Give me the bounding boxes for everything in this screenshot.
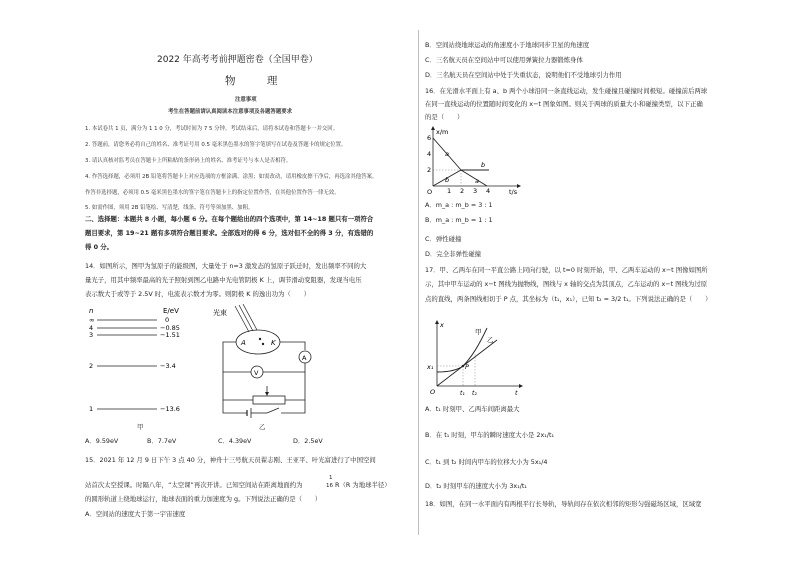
- q15-text: 的圆形轨道上绕地球运行，地球表面的重力加速度为 g。下列说法正确的是（ ）: [85, 495, 322, 503]
- q16-option-a: A．m_a : m_b = 3 : 1: [425, 201, 493, 209]
- n-axis-label: n: [89, 307, 94, 315]
- level-e-4: −0.85: [160, 324, 180, 332]
- notice-line: 3. 请认真核对监考员在答题卡上所粘贴的条形码上的姓名、准考证号与本人是否相符。: [85, 158, 292, 164]
- q17-jia-label: 甲: [475, 328, 482, 336]
- q16-text: 的是（ ）: [425, 113, 464, 121]
- paper-title: 2022 年高考考前押题密卷（全国甲卷）: [157, 55, 318, 65]
- section-heading: 二、选择题：本题共 8 小题，每小题 6 分。在每个题给出的四个选项中，第 14~18 题只有一项符合: [85, 215, 374, 223]
- q17-xt-graph: [425, 318, 525, 398]
- q14-option-a: A．9.59eV: [85, 437, 119, 445]
- q14-text: 量光子，用其中频率最高的光子照射到图乙电路中光电管阴极 K 上，调节滑动变阻器，发现当电压: [85, 276, 362, 284]
- q17-option-c: C．t₁ 到 t₂ 时间内甲车的位移大小为 5x₁/4: [425, 458, 548, 466]
- q15-fraction-num: 1: [329, 475, 333, 481]
- q17-x-label: t: [515, 389, 518, 397]
- voltmeter-label: V: [254, 369, 259, 377]
- q17-text: 示，其中甲车运动的 x−t 图线为抛物线，图线与 x 轴的交点为其顶点，乙车运动的 x−t 图线为过原: [425, 280, 708, 288]
- q17-text: 17．甲、乙两车在同一平直公路上同向行驶，以 t=0 时刻开始，甲、乙两车运动的 x−t 图像如图所: [425, 266, 708, 274]
- cathode-label: K: [271, 339, 276, 347]
- q16-curve-label: b: [445, 176, 450, 184]
- q17-option-a: A．t₁ 时刻甲、乙两车间距离最大: [425, 405, 520, 413]
- diagram-caption-yi: 乙: [259, 423, 266, 431]
- level-n-2: 2: [89, 362, 94, 370]
- q17-t2-label: t₂: [472, 390, 477, 397]
- q16-x-label: t/s: [509, 188, 518, 196]
- photoelectric-circuit: [205, 302, 330, 420]
- q16-xt-graph: [425, 126, 525, 196]
- q15-text: 15．2021 年 12 月 9 日下午 3 点 40 分，神舟十三号航天员翟志刚、王亚平、叶光富进行了中国空间: [85, 456, 376, 464]
- q16-y-tick: 6: [427, 134, 432, 142]
- q14-option-d: D．2.5eV: [293, 437, 323, 445]
- notice-bold-line: 考生在答题前请认真阅读本注意事项及各题答题要求: [168, 109, 292, 115]
- q18-text: 18．如图，在同一水平面内有两根平行长导轨，导轨间存在依次相邻的矩形匀强磁场区域，区域宽: [425, 500, 702, 508]
- q15-fraction-den: 16: [326, 483, 333, 489]
- anode-label: A: [241, 339, 246, 347]
- q16-y-tick: 4: [427, 150, 432, 158]
- q14-text: 表示数大于或等于 2.5V 时，电流表示数才为零。则阴极 K 的逸出功为（ ）: [85, 290, 310, 298]
- q17-option-d: D．t₂ 时刻甲车的速度大小为 3x₁/t₁: [425, 482, 527, 490]
- q17-point-label: P: [465, 363, 469, 371]
- q15-option-c: C．三名航天员在空间站中可以使用弹簧拉力器锻炼身体: [425, 56, 583, 64]
- q16-x-tick: 1: [447, 187, 452, 195]
- notice-line: 4. 作答选择题，必须用 2B 铅笔将答题卡上对应选项的方框涂满、涂黑；如需改动，请用橡皮擦干净后，再选涂其他答案。: [85, 174, 378, 180]
- level-n-4: 4: [89, 324, 94, 332]
- q17-text: 点的直线，两条图线相切于 P 点，其坐标为（t₁，x₁），已知 t₂ = 3/2 t₁。下列说法正确的是（ ）: [425, 295, 712, 303]
- line-a-after: [461, 170, 487, 186]
- level-e-1: −13.6: [160, 405, 180, 413]
- q17-option-b: B．在 t₁ 时刻，甲车的瞬时速度大小是 2x₁/t₁: [425, 431, 555, 439]
- q17-t1-label: t₁: [460, 390, 465, 397]
- q17-yi-label: 乙: [487, 336, 494, 344]
- q15-option-d: D．三名航天员在空间站中处于失重状态，说明他们不受地球引力作用: [425, 71, 622, 79]
- q15-fraction-tail: R（R 为地球半径）: [335, 481, 391, 489]
- q16-text: 在同一直线运动的位置随时间变化的 x−t 图象如图。则关于两球的质量大小和碰撞类型，以下正确: [425, 100, 703, 108]
- q16-origin: O: [427, 188, 433, 196]
- q16-curve-label: b: [481, 161, 486, 169]
- q17-x1-label: x₁: [427, 363, 434, 371]
- q16-x-tick: 4: [486, 187, 491, 195]
- energy-axis-label: E/eV: [163, 307, 179, 315]
- level-e-infinity: 0: [165, 316, 170, 324]
- notice-line: 5. 如需作图，须用 2B 铅笔绘、写清楚，线条、符号等须加黑、加粗。: [85, 205, 254, 211]
- section-heading: 得 0 分。: [85, 243, 114, 251]
- level-e-2: −3.4: [160, 362, 176, 370]
- column-divider: [418, 30, 419, 535]
- q16-text: 16．在光滑水平面上有 a、b 两个小球沿同一条直线运动，发生碰撞且碰撞时间极短。碰撞前后两球: [425, 87, 708, 95]
- notice-line: 1. 本试卷共 1 页，满分为 1 1 0 分，考试时间为 7 5 分钟。考试结束后，请将本试卷和答题卡一并交回。: [85, 126, 339, 132]
- q16-curve-label: a: [445, 150, 449, 158]
- notice-heading: 注意事项: [235, 97, 257, 103]
- q14-option-c: C．4.39eV: [218, 437, 252, 445]
- level-n-3: 3: [89, 331, 94, 339]
- subject-title: 物 理: [225, 75, 292, 87]
- q17-origin: O: [430, 388, 436, 396]
- q16-y-label: x/m: [436, 128, 449, 136]
- q16-option-b: B．m_a : m_b = 1 : 1: [425, 216, 493, 224]
- level-n-1: 1: [89, 405, 94, 413]
- q15-text: 站首次太空授课。时隔八年，“太空课”再次开讲。已知空间站在距离地面约为: [85, 481, 303, 489]
- q16-option-c: C．弹性碰撞: [425, 235, 462, 243]
- q15-option-a: A．空间站的速度大于第一宇宙速度: [85, 510, 186, 518]
- q16-y-tick: 2: [427, 166, 432, 174]
- q16-x-tick: 3: [473, 187, 478, 195]
- level-e-3: −1.51: [160, 331, 180, 339]
- notice-line: 2. 答题前，请您务必将自己的姓名、准考证号用 0.5 毫米黑色墨水的签字笔填写在试卷及答题卡的规定位置。: [85, 142, 347, 148]
- ammeter-label: A: [302, 354, 307, 362]
- q16-curve-label: a: [475, 177, 479, 185]
- q15-option-b: B．空间站绕地球运动的角速度小于地球同步卫星的角速度: [425, 41, 590, 49]
- q14-option-b: B．7.7eV: [147, 437, 177, 445]
- light-beam-label: 光束: [213, 309, 227, 317]
- rheostat: [253, 396, 285, 404]
- level-n-infinity: ∞: [89, 316, 95, 324]
- q14-text: 14．如图所示，图甲为氢原子的能级图，大量处于 n=3 激发态的氢原子跃迁时，发出频率不同的大: [85, 262, 367, 270]
- switch-icon: [267, 408, 279, 413]
- diagram-caption-jia: 甲: [137, 423, 144, 431]
- tangent-point: [462, 365, 464, 367]
- energy-level-diagram: [85, 304, 195, 420]
- q16-x-tick: 2: [460, 187, 465, 195]
- q16-option-d: D．完全非弹性碰撞: [425, 250, 482, 258]
- q17-y-label: x: [440, 321, 444, 329]
- section-heading: 题目要求，第 19~21 题有多项符合题目要求。全部选对的得 6 分，选对但不全的得 3 分，有选错的: [85, 229, 374, 237]
- notice-line: 作答非选择题，必须用 0.5 毫米黑色墨水的签字笔在答题卡上的指定位置作答，在其他位置作答一律无效。: [85, 190, 340, 196]
